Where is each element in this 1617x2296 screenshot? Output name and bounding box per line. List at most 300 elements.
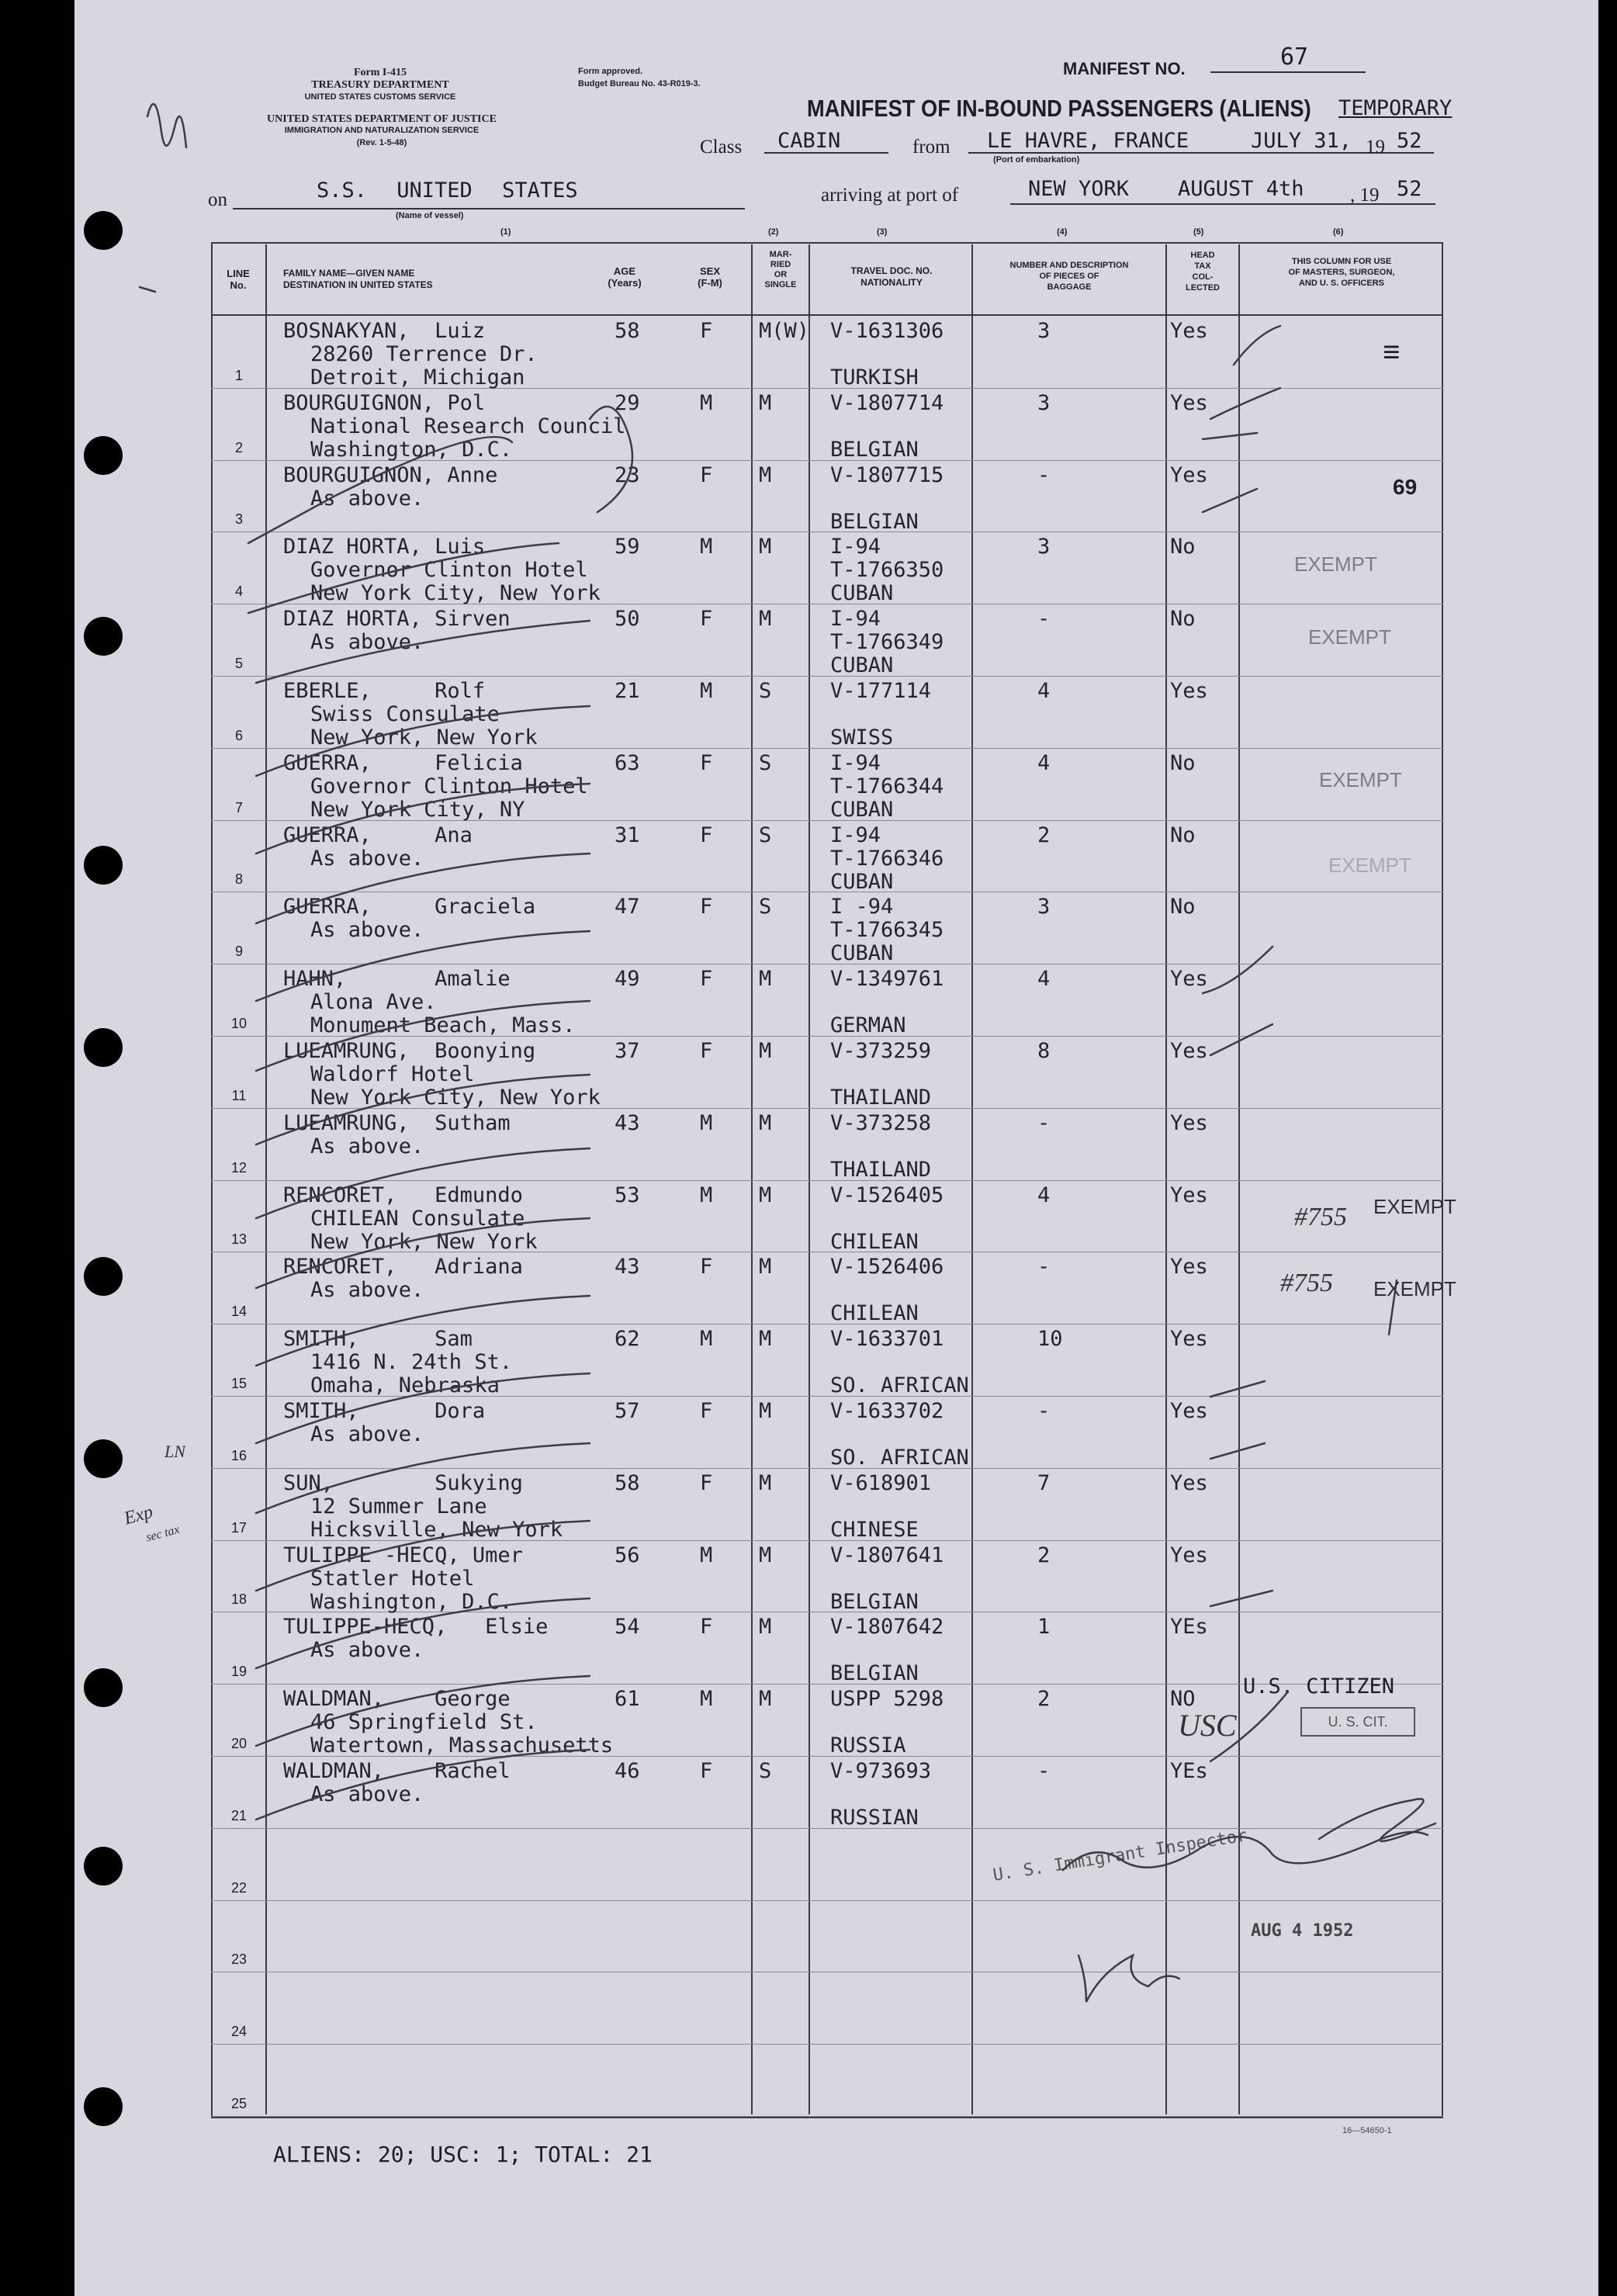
baggage-count: 2: [1037, 1543, 1051, 1567]
check-stroke: [1210, 1381, 1265, 1397]
travel-document: V-1807715: [830, 463, 944, 487]
passenger-name: DIAZ HORTA, Sirven: [283, 607, 511, 631]
check-stroke: [256, 854, 590, 923]
nationality: SO. AFRICAN: [830, 1373, 969, 1397]
check-stroke: [1389, 1280, 1397, 1335]
passenger-name: BOURGUIGNON, Pol: [283, 391, 486, 415]
check-stroke: [256, 1218, 590, 1288]
nationality: GERMAN: [830, 1013, 906, 1037]
passenger-address: As above.: [310, 1638, 424, 1662]
column-number: (2): [768, 227, 779, 237]
column-number: (3): [877, 227, 888, 237]
marital-status: S: [759, 1759, 772, 1783]
passenger-address: New York City, New York: [310, 1086, 601, 1110]
check-stroke: [256, 1521, 590, 1591]
passenger-name: SMITH, Dora: [283, 1399, 486, 1423]
arriving-label: arriving at port of: [821, 185, 959, 206]
check-stroke: [256, 1373, 590, 1443]
passenger-age: 29: [615, 391, 640, 415]
nationality: THAILAND: [830, 1086, 932, 1110]
passenger-name: WALDMAN, George: [283, 1687, 511, 1711]
marital-status: M: [759, 1615, 772, 1639]
marital-status: M: [759, 535, 772, 559]
passenger-age: 43: [615, 1111, 640, 1135]
passenger-address: New York, New York: [310, 1230, 538, 1254]
head-tax: Yes: [1170, 1327, 1208, 1351]
head-tax: Yes: [1170, 967, 1208, 991]
marital-status: S: [759, 823, 772, 847]
passenger-address: Watertown, Massachusetts: [310, 1733, 614, 1757]
travel-document: I -94: [830, 895, 894, 919]
marital-status: M: [759, 1255, 772, 1279]
head-tax: No: [1170, 535, 1196, 559]
header-age: AGE (Years): [608, 265, 642, 289]
passenger-sex: M: [700, 391, 713, 415]
budget-bureau: Budget Bureau No. 43-R019-3.: [578, 79, 701, 88]
passenger-age: 43: [615, 1255, 640, 1279]
baggage-count: 3: [1037, 391, 1051, 415]
treasury-dept: TREASURY DEPARTMENT: [311, 79, 449, 91]
baggage-count: -: [1037, 1255, 1051, 1279]
line-number: 15: [230, 1376, 248, 1391]
check-stroke: [256, 1443, 590, 1513]
line-number: 4: [234, 584, 243, 599]
baggage-count: 3: [1037, 319, 1051, 343]
passenger-address: Governor Clinton Hotel: [310, 774, 588, 798]
nationality: CUBAN: [830, 941, 894, 965]
header-travel-doc: TRAVEL DOC. NO. NATIONALITY: [850, 265, 933, 288]
nationality: RUSSIAN: [830, 1806, 919, 1830]
passenger-name: GUERRA, Felicia: [283, 751, 523, 775]
marital-status: S: [759, 679, 772, 703]
passenger-address: 1416 N. 24th St.: [310, 1350, 513, 1374]
baggage-count: -: [1037, 1759, 1051, 1783]
passenger-sex: M: [700, 1543, 713, 1567]
travel-document: V-1807642: [830, 1615, 944, 1639]
departure-year-prefix: 19: [1366, 137, 1385, 158]
passenger-sex: F: [700, 607, 713, 631]
head-tax: Yes: [1170, 391, 1208, 415]
head-tax: Yes: [1170, 1183, 1208, 1207]
travel-document: T-1766346: [830, 847, 944, 871]
passenger-sex: F: [700, 751, 713, 775]
travel-document: V-973693: [830, 1759, 932, 1783]
passenger-address: New York City, NY: [310, 798, 525, 822]
margin-note: sec tax: [144, 1522, 182, 1545]
passenger-address: 46 Springfield St.: [310, 1710, 538, 1734]
check-stroke: [1210, 1443, 1265, 1459]
baggage-count: 10: [1037, 1327, 1063, 1351]
from-label: from: [912, 137, 950, 158]
marital-status: M: [759, 391, 772, 415]
travel-document: T-1766344: [830, 774, 944, 798]
line-number: 1: [234, 368, 243, 383]
check-stroke: [590, 407, 632, 512]
passenger-name: DIAZ HORTA, Luis: [283, 535, 486, 559]
baggage-count: 4: [1037, 967, 1051, 991]
marital-status: M: [759, 607, 772, 631]
line-number: 24: [230, 2024, 248, 2039]
passenger-address: Statler Hotel: [310, 1567, 475, 1591]
nationality: CUBAN: [830, 581, 894, 605]
inspector-initials: [1079, 1955, 1179, 2002]
check-stroke: [1210, 1591, 1272, 1606]
form-code: 16—54650-1: [1342, 2126, 1392, 2135]
check-stroke: [1203, 947, 1272, 993]
baggage-count: 7: [1037, 1471, 1051, 1495]
marital-status: M: [759, 1471, 772, 1495]
nationality: CUBAN: [830, 870, 894, 894]
travel-document: I-94: [830, 607, 881, 631]
passenger-name: GUERRA, Ana: [283, 823, 473, 847]
nationality: TURKISH: [830, 365, 919, 390]
check-stroke: [256, 1750, 590, 1820]
passenger-sex: F: [700, 319, 713, 343]
travel-document: V-373259: [830, 1039, 932, 1063]
marital-status: M: [759, 1183, 772, 1207]
passenger-address: Waldorf Hotel: [310, 1062, 475, 1086]
check-stroke: [256, 1148, 590, 1218]
nationality: BELGIAN: [830, 1661, 919, 1685]
passenger-address: As above.: [310, 1782, 424, 1806]
passenger-address: As above.: [310, 918, 424, 942]
baggage-count: 4: [1037, 679, 1051, 703]
travel-document: V-1631306: [830, 319, 944, 343]
check-stroke: [1210, 388, 1280, 419]
head-tax: Yes: [1170, 679, 1208, 703]
arrival-year-prefix: , 19: [1350, 185, 1380, 206]
margin-tick: [140, 287, 155, 292]
strike-mark: ≡: [1383, 334, 1401, 369]
travel-document: V-373258: [830, 1111, 932, 1135]
passenger-address: Monument Beach, Mass.: [310, 1013, 576, 1037]
justice-dept: UNITED STATES DEPARTMENT OF JUSTICE: [267, 113, 497, 125]
passenger-address: 28260 Terrence Dr.: [310, 342, 538, 366]
passenger-name: BOURGUIGNON, Anne: [283, 463, 498, 487]
travel-document: T-1766349: [830, 630, 944, 654]
header-name: FAMILY NAME—GIVEN NAME DESTINATION IN UNITED STATES: [283, 268, 433, 290]
check-stroke: [256, 621, 590, 683]
header-married: MAR- RIED OR SINGLE: [764, 250, 797, 289]
head-tax: Yes: [1170, 319, 1208, 343]
margin-note: LN: [164, 1442, 185, 1461]
passenger-sex: M: [700, 1183, 713, 1207]
exempt-stamp: EXEMPT: [1373, 1277, 1456, 1300]
line-number: 13: [230, 1231, 248, 1247]
us-citizen-note: U.S. CITIZEN: [1243, 1674, 1395, 1699]
manifest-title-suffix: TEMPORARY: [1338, 96, 1453, 120]
passenger-address: New York City, New York: [310, 581, 601, 605]
marital-status: S: [759, 751, 772, 775]
arrival-port: NEW YORK: [1028, 177, 1130, 201]
passenger-address: Swiss Consulate: [310, 702, 500, 726]
check-stroke: [1210, 1692, 1288, 1761]
nationality: CHILEAN: [830, 1301, 919, 1325]
passenger-address: Detroit, Michigan: [310, 365, 525, 390]
passenger-name: LUEAMRUNG, Boonying: [283, 1039, 536, 1063]
line-number: 5: [234, 656, 243, 671]
check-stroke: [248, 543, 559, 613]
us-cit-stamp: U. S. CIT.: [1300, 1707, 1415, 1737]
form-approved: Form approved.: [578, 67, 643, 76]
line-number: 20: [230, 1736, 248, 1751]
nationality: CUBAN: [830, 653, 894, 677]
line-number: 6: [234, 728, 243, 743]
check-stroke: [1203, 489, 1257, 512]
nationality: CUBAN: [830, 798, 894, 822]
form-number: Form I-415: [353, 67, 407, 78]
passenger-sex: F: [700, 823, 713, 847]
passenger-age: 63: [615, 751, 640, 775]
passenger-name: TULIPPE -HECQ, Umer: [283, 1543, 523, 1567]
passenger-address: As above.: [310, 487, 424, 511]
passenger-sex: M: [700, 1111, 713, 1135]
departure-year: 52: [1397, 129, 1422, 153]
line-number: 25: [230, 2096, 248, 2111]
marital-status: S: [759, 895, 772, 919]
line-number: 11: [231, 1088, 247, 1103]
line-number: 9: [234, 944, 243, 959]
passenger-age: 62: [615, 1327, 640, 1351]
marital-status: M: [759, 1327, 772, 1351]
head-tax: No: [1170, 823, 1196, 847]
passenger-address: Omaha, Nebraska: [310, 1373, 500, 1397]
reference-number: #755: [1280, 1269, 1333, 1297]
head-tax: Yes: [1170, 463, 1208, 487]
head-tax: Yes: [1170, 1399, 1208, 1423]
passenger-sex: M: [700, 679, 713, 703]
column-number: (6): [1333, 227, 1344, 237]
check-stroke: [256, 931, 590, 1001]
passenger-sex: F: [700, 1759, 713, 1783]
passenger-age: 21: [615, 679, 640, 703]
check-stroke: [1203, 433, 1257, 439]
passenger-name: RENCORET, Edmundo: [283, 1183, 523, 1207]
header-head-tax: HEAD TAX COL- LECTED: [1186, 251, 1220, 293]
header-line-no: LINE No.: [227, 268, 250, 291]
head-tax: No: [1170, 895, 1196, 919]
head-tax: No: [1170, 607, 1196, 631]
vessel-name: S.S. UNITED STATES: [317, 178, 578, 203]
passenger-age: 49: [615, 967, 640, 991]
embarkation-caption: (Port of embarkation): [993, 155, 1080, 164]
departure-date: JULY 31,: [1251, 129, 1352, 153]
head-tax: NO: [1170, 1687, 1196, 1711]
travel-document: V-618901: [830, 1471, 932, 1495]
inspector-signature: [1063, 1832, 1428, 1870]
handwritten-initials: [147, 104, 186, 147]
customs-service: UNITED STATES CUSTOMS SERVICE: [304, 92, 456, 102]
passenger-age: 47: [615, 895, 640, 919]
passenger-sex: M: [700, 1327, 713, 1351]
line-number: 21: [230, 1808, 248, 1823]
nationality: SWISS: [830, 726, 894, 750]
line-number: 23: [230, 1951, 248, 1967]
head-tax: Yes: [1170, 1039, 1208, 1063]
exempt-stamp: EXEMPT: [1373, 1195, 1456, 1218]
check-stroke: [1234, 326, 1280, 365]
head-tax: Yes: [1170, 1543, 1208, 1567]
line-number: 22: [230, 1880, 248, 1896]
revision: (Rev. 1-5-48): [356, 138, 407, 147]
baggage-count: 3: [1037, 535, 1051, 559]
check-stroke: [256, 1296, 590, 1366]
passenger-age: 31: [615, 823, 640, 847]
passenger-address: Washington, D.C.: [310, 1590, 513, 1614]
passenger-sex: F: [700, 1255, 713, 1279]
arrival-date: AUGUST 4th: [1178, 177, 1304, 201]
arrival-year: 52: [1397, 177, 1422, 201]
exempt-stamp: EXEMPT: [1308, 625, 1391, 649]
nationality: CHINESE: [830, 1518, 919, 1542]
check-stroke: [256, 784, 590, 854]
line-number: 19: [230, 1664, 248, 1679]
head-tax: Yes: [1170, 1255, 1208, 1279]
passenger-sex: F: [700, 463, 713, 487]
passenger-sex: F: [700, 967, 713, 991]
line-number: 17: [230, 1520, 248, 1536]
passenger-age: 58: [615, 1471, 640, 1495]
check-stroke: [256, 1598, 590, 1668]
line-number: 18: [230, 1591, 248, 1607]
nationality: RUSSIA: [830, 1733, 906, 1757]
passenger-name: TULIPPE-HECQ, Elsie: [283, 1615, 549, 1639]
travel-document: V-1807641: [830, 1543, 944, 1567]
class-label: Class: [700, 137, 743, 158]
passenger-age: 57: [615, 1399, 640, 1423]
passenger-address: As above.: [310, 1278, 424, 1302]
passenger-address: New York, New York: [310, 726, 538, 750]
baggage-count: 4: [1037, 1183, 1051, 1207]
header-baggage: NUMBER AND DESCRIPTION OF PIECES OF BAGGAGE: [1009, 261, 1129, 292]
passenger-age: 58: [615, 319, 640, 343]
reference-number: #755: [1294, 1203, 1347, 1231]
baggage-count: 2: [1037, 1687, 1051, 1711]
manifest-no-label: MANIFEST NO.: [1063, 59, 1186, 78]
baggage-count: 8: [1037, 1039, 1051, 1063]
marital-status: M: [759, 967, 772, 991]
head-tax: No: [1170, 751, 1196, 775]
passenger-age: 59: [615, 535, 640, 559]
header-sex: SEX (F-M): [698, 265, 722, 289]
column-number: (5): [1193, 227, 1204, 237]
line-number: 3: [234, 511, 243, 527]
exempt-stamp: EXEMPT: [1319, 768, 1402, 791]
nationality: BELGIAN: [830, 438, 919, 462]
passenger-age: 46: [615, 1759, 640, 1783]
manifest-title: MANIFEST OF IN-BOUND PASSENGERS (ALIENS): [807, 95, 1311, 122]
marital-status: M: [759, 1039, 772, 1063]
inspector-signature: [1319, 1799, 1435, 1841]
usc-handwritten: USC: [1178, 1708, 1237, 1743]
passenger-address: National Research Council: [310, 414, 626, 438]
travel-document: V-1633702: [830, 1399, 944, 1423]
passenger-address: As above.: [310, 1134, 424, 1158]
passenger-age: 37: [615, 1039, 640, 1063]
port-of-embarkation: LE HAVRE, FRANCE: [987, 129, 1189, 153]
line-number: 16: [230, 1448, 248, 1463]
head-tax: Yes: [1170, 1111, 1208, 1135]
travel-document: USPP 5298: [830, 1687, 944, 1711]
passenger-sex: F: [700, 1471, 713, 1495]
passenger-address: CHILEAN Consulate: [310, 1207, 525, 1231]
travel-document: V-1807714: [830, 391, 944, 415]
nationality: CHILEAN: [830, 1230, 919, 1254]
baggage-count: -: [1037, 607, 1051, 631]
baggage-count: 1: [1037, 1615, 1051, 1639]
line-number: 10: [230, 1016, 248, 1031]
check-stroke: [1210, 1024, 1272, 1055]
marital-status: M: [759, 1543, 772, 1567]
head-tax: YEs: [1170, 1615, 1208, 1639]
passenger-age: 50: [615, 607, 640, 631]
baggage-count: 2: [1037, 823, 1051, 847]
class-value: CABIN: [777, 129, 841, 153]
marital-status: M: [759, 1399, 772, 1423]
travel-document: T-1766345: [830, 918, 944, 942]
exempt-stamp: EXEMPT: [1328, 854, 1411, 877]
passenger-address: 12 Summer Lane: [310, 1494, 487, 1519]
check-stroke: [248, 437, 512, 543]
baggage-count: -: [1037, 1399, 1051, 1423]
page-number-69: 69: [1393, 475, 1418, 499]
marital-status: M(W): [759, 319, 810, 343]
header-officers: THIS COLUMN FOR USE OF MASTERS, SURGEON, AND U. S. OFFICERS: [1288, 257, 1395, 288]
baggage-count: -: [1037, 463, 1051, 487]
passenger-address: Governor Clinton Hotel: [310, 558, 588, 582]
passenger-age: 23: [615, 463, 640, 487]
ins-service: IMMIGRATION AND NATURALIZATION SERVICE: [284, 126, 480, 135]
exempt-stamp: EXEMPT: [1294, 552, 1377, 576]
passenger-sex: M: [700, 535, 713, 559]
passenger-age: 54: [615, 1615, 640, 1639]
check-stroke: [256, 1075, 590, 1145]
line-number: 8: [234, 871, 243, 887]
passenger-address: Washington, D.C.: [310, 438, 513, 462]
passenger-age: 53: [615, 1183, 640, 1207]
travel-document: V-1633701: [830, 1327, 944, 1351]
on-label: on: [208, 189, 227, 210]
travel-document: V-1526405: [830, 1183, 944, 1207]
marital-status: M: [759, 1111, 772, 1135]
manifest-no-value: 67: [1280, 43, 1309, 71]
nationality: BELGIAN: [830, 1590, 919, 1614]
margin-note: Exp: [122, 1501, 155, 1529]
baggage-count: 4: [1037, 751, 1051, 775]
travel-document: I-94: [830, 751, 881, 775]
line-number: 12: [230, 1160, 248, 1176]
column-number: (4): [1057, 227, 1068, 237]
passenger-name: RENCORET, Adriana: [283, 1255, 523, 1279]
passenger-sex: F: [700, 1615, 713, 1639]
line-number: 7: [234, 800, 243, 816]
passenger-name: GUERRA, Graciela: [283, 895, 536, 919]
check-stroke: [256, 1001, 590, 1071]
inspection-date-stamp: AUG 4 1952: [1251, 1921, 1354, 1941]
nationality: THAILAND: [830, 1158, 932, 1182]
passenger-address: As above.: [310, 847, 424, 871]
passenger-name: BOSNAKYAN, Luiz: [283, 319, 486, 343]
baggage-count: 3: [1037, 895, 1051, 919]
passenger-address: As above.: [310, 630, 424, 654]
passenger-name: SUN, Sukying: [283, 1471, 523, 1495]
passenger-age: 56: [615, 1543, 640, 1567]
head-tax: Yes: [1170, 1471, 1208, 1495]
travel-document: V-1349761: [830, 967, 944, 991]
passenger-name: EBERLE, Rolf: [283, 679, 486, 703]
travel-document: V-1526406: [830, 1255, 944, 1279]
marital-status: M: [759, 1687, 772, 1711]
